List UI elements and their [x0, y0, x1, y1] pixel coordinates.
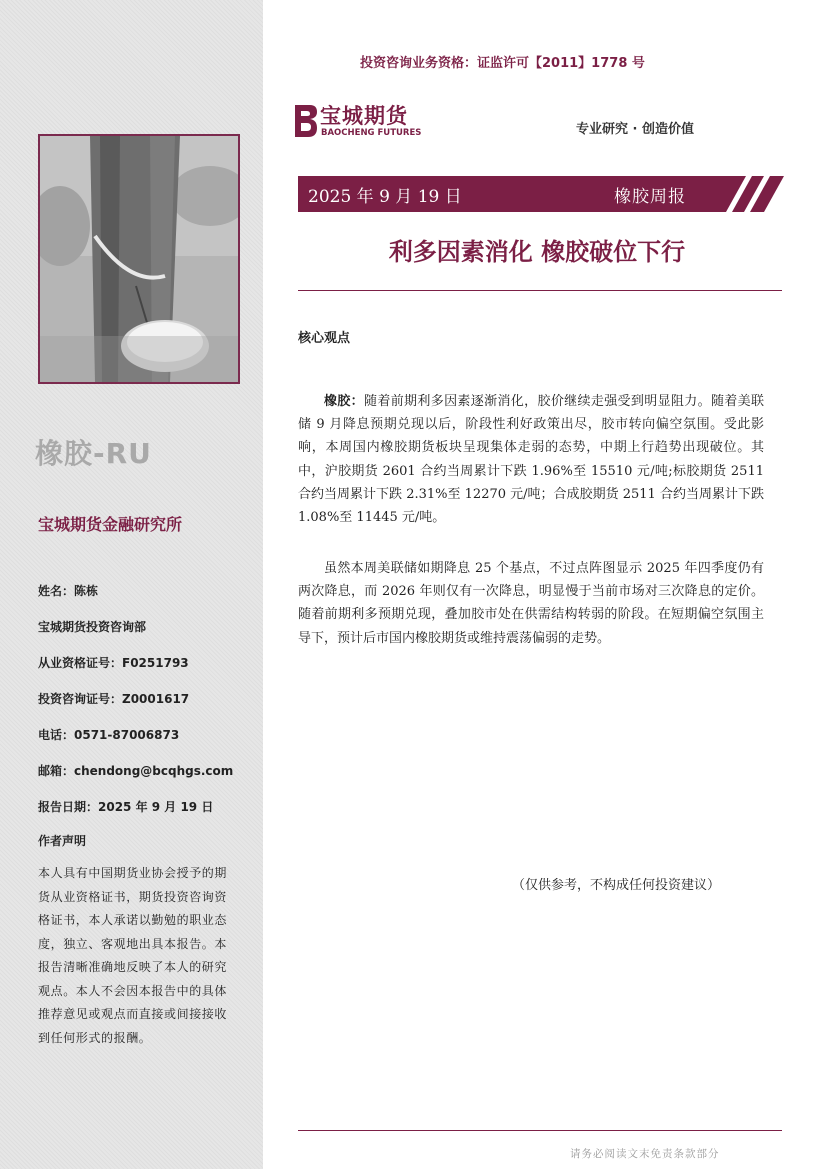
report-banner: [298, 176, 784, 212]
footer-notice: 请务必阅读文末免责条款部分: [570, 1148, 720, 1160]
paragraph-2: 虽然本周美联储如期降息 25 个基点，不过点阵图显示 2025 年四季度仍有两次降息，而 2026 年则仅有一次降息，明显慢于当前市场对三次降息的定价。随着前期利多预期兑现，叠加胶市处在供需结构转弱的阶段。在短期偏空氛围主导下，预计后市国内橡胶期货或维持震荡偏弱的走势。: [298, 561, 764, 646]
institute-name: 宝城期货金融研究所: [38, 515, 183, 534]
report-type: 橡胶周报: [614, 187, 686, 207]
logo-mark-icon: [290, 102, 318, 140]
banner-date: 2025 年 9 月 19 日: [308, 187, 462, 207]
sidebar: [0, 0, 263, 1169]
paragraph-1: [298, 390, 764, 529]
company-logo: [290, 102, 440, 142]
report-date: 报告日期：2025 年 9 月 19 日: [38, 800, 214, 814]
rubber-tapping-photo: [38, 134, 240, 384]
analyst-name: 姓名：陈栋: [38, 584, 99, 598]
logo-english: BAOCHENG FUTURES: [321, 128, 422, 138]
declaration-body: 本人具有中国期货业协会授予的期货从业资格证书，期货投资咨询资格证书，本人承诺以勤勉的职业态度，独立、客观地出具本报告。本报告清晰准确地反映了本人的研究观点。本人不会因本报告中的具体推荐意见或观点而直接或间接接收到任何形式的报酬。: [38, 866, 228, 1045]
product-code: 橡胶-RU: [35, 437, 152, 470]
department: 宝城期货投资咨询部: [38, 620, 147, 634]
qualification-number: 从业资格证号：F0251793: [38, 656, 189, 670]
declaration-title: 作者声明: [38, 834, 87, 848]
disclaimer: （仅供参考，不构成任何投资建议）: [512, 878, 721, 893]
title-divider: [298, 290, 782, 291]
footer-divider: [298, 1130, 782, 1131]
paragraph-1-body: 随着前期利多因素逐渐消化，胶价继续走强受到明显阻力。随着美联储 9 月降息预期兑现以后，阶段性利好政策出尽，胶市转向偏空氛围。受此影响，本周国内橡胶期货板块呈现集体走弱的态势，中期上行趋势出现破位。其中，沪胶期货 2601 合约当周累计下跌 1.96%至 15510 元/吨;标胶期货 2511 合约当周累计下跌 2.31%至 12270 元/吨；合成胶期货 2511 合约当周累计下跌 1.08%至 11445 元/吨。: [298, 394, 764, 526]
section-title: 核心观点: [298, 331, 351, 346]
logo-chinese: 宝城期货: [320, 104, 408, 128]
rubber-tree-image: [40, 136, 238, 382]
phone: 电话：0571-87006873: [38, 728, 180, 742]
headline: 利多因素消化 橡胶破位下行: [388, 238, 686, 266]
paragraph-1-lead: 橡胶：: [324, 394, 365, 409]
license-text: 投资咨询业务资格：证监许可【2011】1778 号: [360, 56, 645, 71]
slogan: 专业研究 · 创造价值: [576, 122, 694, 137]
consulting-number: 投资咨询证号：Z0001617: [38, 692, 190, 706]
email: 邮箱：chendong@bcqhgs.com: [38, 764, 234, 778]
